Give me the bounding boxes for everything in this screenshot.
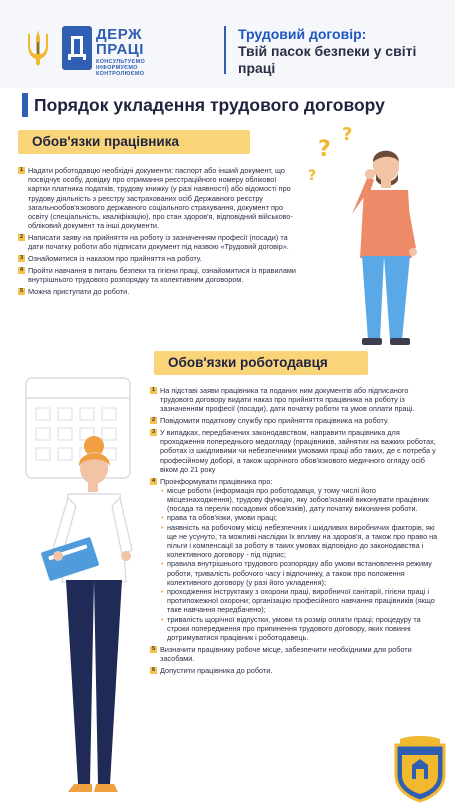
item-text: Допустити працівника до роботи. xyxy=(160,665,273,675)
worker-list xyxy=(18,166,298,299)
question-marks-icon xyxy=(308,124,352,184)
item-text: У випадках, передбачених законодавством, направити працівника для проходження попереднього медогляду (працівників, зайнятих на важких роботах, роботах із шкідливими чи небезпечними умовами праці або таких, де є потреба у професійному доборі, а також щорічного обов'язкового медичного огляду осіб віком до 21 року xyxy=(160,428,436,474)
svg-text:?: ? xyxy=(342,124,353,145)
employer-section-heading: Обов'язки роботодавця xyxy=(154,351,368,375)
sub-item: • місце роботи (інформація про роботодавця, у тому числі його місцезнаходження), трудову функцію, яку зобов'язаний виконувати працівник (посада та перелік посадових обов'язків), дату початку виконання роботи. xyxy=(160,486,440,514)
sub-item: • правила внутрішнього трудового розпорядку або умови встановлення режиму роботи, тривалість робочого часу і відпочинку, а також про положення колективного договору (у разі його укладення); xyxy=(160,559,440,587)
woman-illustration xyxy=(22,432,146,804)
svg-text:?: ? xyxy=(308,168,317,184)
item-text: Надати роботодавцю необхідні документи: паспорт або інший документ, що посвідчує особу, довідку про отримання реєстраційного номеру облікової картки платника податків, трудову книжку (у разі наявності) або відомості про трудову діяльність з реєстру застрахованих осіб Державного реєстру загальнообов'язкового державного соціального страхування, документ про освіту (спеціальність, кваліфікацію), про стан здоров'я, відповідний військово-обліковий документ та інші документи. xyxy=(28,166,293,231)
item-number: 3 xyxy=(19,255,24,262)
list-item xyxy=(150,386,440,414)
header-title-line2: Твій пасок безпеки у світі праці xyxy=(238,43,417,76)
item-number: 1 xyxy=(19,167,24,173)
list-item xyxy=(18,266,298,284)
item-text: Пройти навчання в питань безпеки та гігієни праці, ознайомитися із правилами внутрішнього трудового розпорядку та колективним договором. xyxy=(28,265,296,285)
logo-tagline: КОНТРОЛЮЄМО xyxy=(96,71,145,77)
item-number: 1 xyxy=(151,387,156,393)
page-title: Порядок укладення трудового договору xyxy=(34,95,385,115)
worker-section-heading: Обов'язки працівника xyxy=(18,130,250,154)
item-number: 4 xyxy=(19,266,24,273)
list-item xyxy=(150,666,440,675)
emblem-icon xyxy=(392,735,448,803)
sub-item: • наявність на робочому місці небезпечних і шкідливих виробничих факторів, які ще не усунуто, та можливі наслідки їх впливу на здоров'я, а також про право на пільги і компенсації за роботу в таких умовах відповідно до законодавства і колективного договору - під підпис; xyxy=(160,523,440,560)
list-item xyxy=(150,428,440,474)
header-title-line1: Трудовий договір: xyxy=(238,26,367,42)
list-item xyxy=(18,254,298,263)
item-number: 5 xyxy=(151,645,156,652)
item-text: На підставі заяви працівника та поданих ним документів або підписаного трудового договору видати наказ про прийняття працівника на роботу із зазначенням професії (посади), дати початку роботи та умов оплати праці. xyxy=(160,386,415,414)
list-item xyxy=(18,233,298,251)
header xyxy=(0,0,455,88)
logo-tagline: ІНФОРМУЄМО xyxy=(96,65,138,71)
item-text: Повідомити податкову службу про прийняття працівника на роботу. xyxy=(160,416,389,426)
item-number: 2 xyxy=(151,417,156,424)
logo-text xyxy=(96,27,206,77)
item-number: 4 xyxy=(151,477,156,484)
item-text: Ознайомитися із наказом про прийняття на роботу. xyxy=(28,254,202,264)
list-item xyxy=(150,477,440,643)
sub-item: • тривалість щорічної відпустки, умови та розмір оплати праці; процедуру та строки попередження про припинення трудового договору, яких повинні дотримуватися працівник і роботодавець. xyxy=(160,615,440,643)
item-number: 6 xyxy=(151,666,156,673)
item-number: 3 xyxy=(151,429,156,435)
svg-text:?: ? xyxy=(318,137,331,162)
list-item xyxy=(18,287,298,296)
logo-tagline: КОНСУЛЬТУЄМО xyxy=(96,59,146,65)
list-item xyxy=(150,645,440,663)
item-text: Визначити працівнику робоче місце, забезпечити необхідними для роботи засобами. xyxy=(160,644,412,664)
list-item xyxy=(18,166,298,230)
sub-item: • проходження інструктажу з охорони праці, виробничої санітарії, гігієни праці і протипожежної охорони; організацію професійного навчання працівників (якщо таке навчання передбачено); xyxy=(160,587,440,615)
item-text: Проінформувати працівника про: xyxy=(160,476,273,486)
logo-line: ДЕРЖ xyxy=(96,26,143,43)
logo-line: ПРАЦІ xyxy=(96,41,144,58)
item-text: Написати заяву на прийняття на роботу із зазначенням професії (посади) та дати початку роботи або підписати документ під назвою «Трудовий договір». xyxy=(28,233,289,252)
logo-d-icon xyxy=(62,26,92,70)
item-number: 5 xyxy=(19,287,24,294)
title-accent-bar xyxy=(22,93,28,117)
item-text: Можна приступати до роботи. xyxy=(28,286,130,296)
list-item xyxy=(150,416,440,425)
employer-list xyxy=(150,386,440,678)
header-divider xyxy=(224,26,226,74)
header-title xyxy=(238,26,443,77)
trident-icon xyxy=(24,28,52,68)
sub-item: • права та обов'язки, умови праці; xyxy=(160,513,440,522)
item-number: 2 xyxy=(19,234,24,241)
thinking-man-illustration xyxy=(298,118,448,354)
